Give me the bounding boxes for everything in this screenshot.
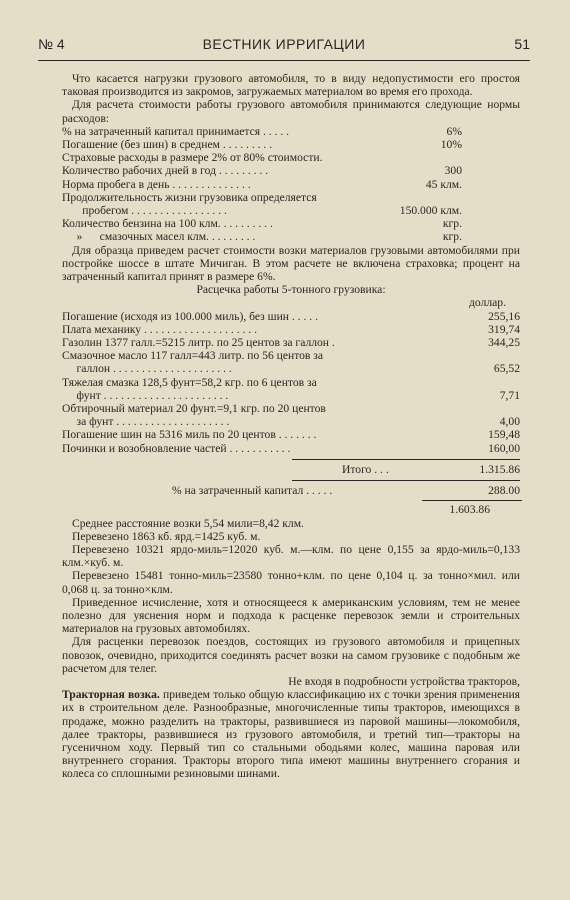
paragraph: Приведенное исчисление, хотя и относящееся к американским условиям, тем не менее полезно для уяснения норм и подхода к расценке перевозок земли и строительных материалов на грузовых автомобилях. [62,595,520,636]
cost-table [62,310,520,455]
norm-row: Погашение (без шин) в среднем . . . . . . . . . 10% [62,138,462,152]
norm-row: » смазочных масел клм. . . . . . . . . кгр. [62,230,462,244]
table-title: Расцечка работы 5-тонного грузовика: [196,283,386,297]
article-body [62,72,520,781]
grand-total: 1.603.86 [449,503,490,517]
paragraph: Для образца приведем расчет стоимости возки материалов грузовыми автомобилями при постройке шоссе в штате Мичиган. В этом расчете не включена страховка; процент на затраченный капитал принят в размере 6%. [62,243,520,284]
norm-row: % на затраченный капитал принимается . . . . . 6% [62,124,462,138]
paragraph: Для расценки перевозок поездов, состоящих из грузового автомобиля и прицепных повозок, очевидно, приходится соединять расчет возки на самом грузовике с подобным же расчетом для телег. [62,635,520,675]
stat-line: Перевезено 10321 ярдо-миль=12020 куб. м.—клм. по цене 0,155 за ярдо-миль=0,133 клм.×куб. м. [62,542,520,570]
journal-title: ВЕСТНИК ИРРИГАЦИИ [202,36,366,52]
norms-list [62,125,462,244]
currency-label: доллар. [469,296,506,310]
paragraph: Не входя в подробности устройства тракторов, [288,674,520,688]
table-row: фунт . . . . . . . . . . . . . . . . . . . . . . 7,71 [62,388,520,402]
table-row: за фунт . . . . . . . . . . . . . . . . . . . . 4,00 [62,415,520,429]
stat-line: Перевезено 1863 кб. ярд.=1425 куб. м. [72,529,261,543]
stat-line: Перевезено 15481 тонно-миль=23580 тонно+клм. по цене 0,104 ц. за тонно×мил. или 0,068 ц. за тонно×клм. [62,569,520,596]
paragraph [62,688,520,780]
paragraph: Для расчета стоимости работы грузового автомобиля принимаются следующие нормы расходов: [62,98,520,125]
table-row: Плата механику . . . . . . . . . . . . . . . . . . . . 319,74 [62,322,520,336]
norm-row: Продолжительность жизни грузовика определяется [62,190,317,204]
total-row: Итого . . . 1.315.86 [342,462,520,476]
total-rule [292,480,520,481]
norm-row: пробегом . . . . . . . . . . . . . . . . . 150.000 клм. [62,204,462,218]
paragraph: Что касается нагрузки грузового автомобиля, то в виду недопустимости его простоя таковая производится из закромов, загружаемых материалом во время его прохода. [62,72,520,99]
norm-row: Страховые расходы в размере 2% от 80% стоимости. [62,151,323,165]
capital-row: % на затраченный капитал . . . . . 288.00 [172,484,520,498]
header-rule [38,60,530,61]
norm-row: Количество рабочих дней в год . . . . . . . . . 300 [62,164,462,178]
table-row: Смазочное масло 117 галл=443 литр. по 56 центов за [62,349,324,363]
table-row: галлон . . . . . . . . . . . . . . . . . . . . . 65,52 [62,362,520,376]
section-heading: Тракторная возка. [62,688,160,702]
grand-rule [422,500,522,501]
norm-row: Норма пробега в день . . . . . . . . . . . . . . 45 клм. [62,177,462,191]
table-row: Тяжелая смазка 128,5 фунт=58,2 кгр. по 6 центов за [62,375,317,389]
paragraph-text: приведем только общую классификацию их с точки зрения применения их в строительном деле. Разнообразные, многочисленные типы тракторов, имеющихся в продаже, можно разделить на тракторы, развившиеся из паровой машины—локомобиля, далее тракторы, развившиеся из грузового автомобиля, и третий тип—тракторы на гусеничном ходу. Первый тип со стальными ободьями колес, машина паровая или внутреннего сгорания. Тракторы второго типа имеют машины внутреннего сгорания и колеса со сплошными резиновыми шинами. [62,688,520,781]
table-row: Погашение шин на 5316 миль по 20 центов . . . . . . . 159,48 [62,428,520,442]
table-row: Газолин 1377 галл.=5215 литр. по 25 центов за галлон . 344,25 [62,336,520,350]
table-row: Починки и возобновление частей . . . . . . . . . . . 160,00 [62,441,520,455]
issue-number: № 4 [38,36,65,52]
table-row: Обтирочный материал 20 фунт.=9,1 кгр. по 20 центов [62,402,326,416]
page-number: 51 [514,36,530,52]
total-rule [292,459,520,460]
norm-row: Количество бензина на 100 клм. . . . . . . . . . кгр. [62,217,462,231]
stat-line: Среднее расстояние возки 5,54 мили=8,42 клм. [72,516,304,530]
page-header [38,36,530,56]
table-row: Погашение (исходя из 100.000 миль), без шин . . . . . 255,16 [62,309,520,323]
